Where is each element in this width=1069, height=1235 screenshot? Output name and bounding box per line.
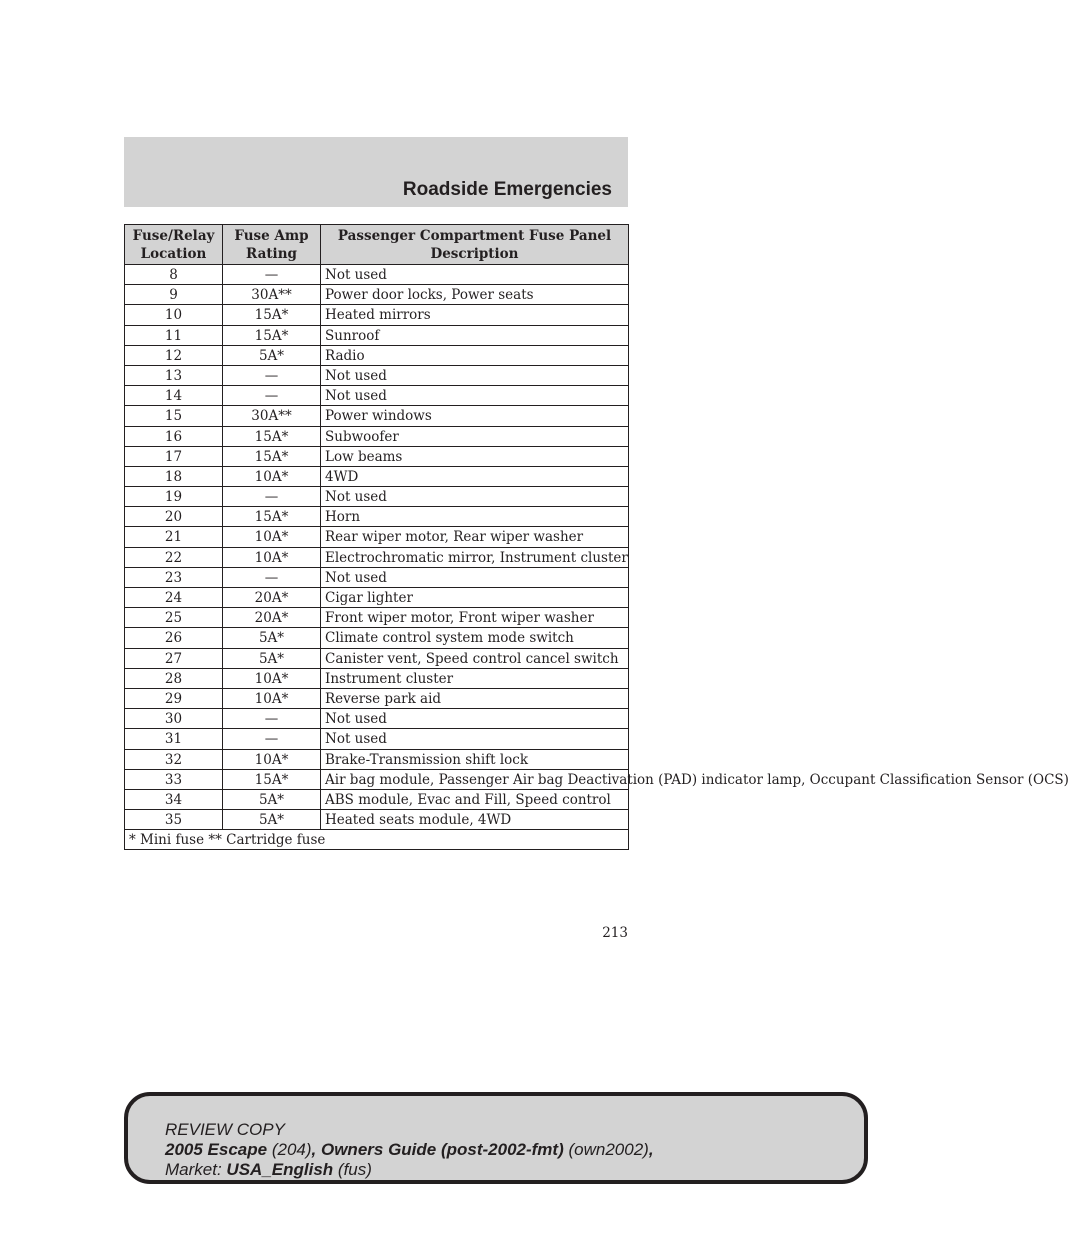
fuse-location: 9	[125, 285, 223, 305]
table-row	[125, 567, 629, 587]
table-row	[125, 406, 629, 426]
review-copy-label: REVIEW COPY	[165, 1120, 285, 1139]
fuse-location: 26	[125, 628, 223, 648]
fuse-description: Not used	[321, 265, 629, 285]
fuse-location: 29	[125, 688, 223, 708]
table-row	[125, 547, 629, 567]
fuse-location: 14	[125, 386, 223, 406]
page-number: 213	[602, 925, 628, 941]
guide-code: (own2002)	[568, 1140, 649, 1159]
fuse-rating: —	[223, 265, 321, 285]
table-row	[125, 507, 629, 527]
fuse-rating: 15A*	[223, 507, 321, 527]
fuse-location: 28	[125, 668, 223, 688]
fuse-rating: —	[223, 386, 321, 406]
fuse-location: 19	[125, 487, 223, 507]
table-row	[125, 527, 629, 547]
fuse-description: Not used	[321, 365, 629, 385]
footnote-row	[125, 830, 629, 850]
table-row	[125, 446, 629, 466]
fuse-rating: —	[223, 567, 321, 587]
fuse-rating: 15A*	[223, 769, 321, 789]
fuse-rating: 10A*	[223, 466, 321, 486]
fuse-rating: 15A*	[223, 426, 321, 446]
table-row	[125, 265, 629, 285]
fuse-description: 4WD	[321, 466, 629, 486]
model-name: 2005 Escape	[165, 1140, 268, 1159]
fuse-description: Heated seats module, 4WD	[321, 810, 629, 830]
fuse-location: 10	[125, 305, 223, 325]
fuse-rating: 5A*	[223, 648, 321, 668]
fuse-rating: 15A*	[223, 446, 321, 466]
fuse-description: Electrochromatic mirror, Instrument cluster	[321, 547, 629, 567]
fuse-description: Cigar lighter	[321, 588, 629, 608]
table-row	[125, 325, 629, 345]
table-row	[125, 466, 629, 486]
fuse-location: 17	[125, 446, 223, 466]
market-code: (fus)	[337, 1160, 372, 1179]
fuse-location: 23	[125, 567, 223, 587]
fuse-description: Not used	[321, 567, 629, 587]
table-header-row	[125, 225, 629, 265]
fuse-location: 22	[125, 547, 223, 567]
fuse-location: 16	[125, 426, 223, 446]
table-row	[125, 386, 629, 406]
fuse-description: Horn	[321, 507, 629, 527]
model-code: (204)	[271, 1140, 312, 1159]
fuse-description: Instrument cluster	[321, 668, 629, 688]
fuse-location: 35	[125, 810, 223, 830]
fuse-location: 25	[125, 608, 223, 628]
fuse-rating: —	[223, 729, 321, 749]
fuse-description: Power door locks, Power seats	[321, 285, 629, 305]
fuse-table-body	[125, 265, 1069, 830]
fuse-location: 12	[125, 345, 223, 365]
footer-text: REVIEW COPY 2005 Escape (204), Owners Guide (post-2002-fmt) (own2002), Market: USA_English (fus)	[165, 1120, 654, 1179]
fuse-location: 15	[125, 406, 223, 426]
fuse-location: 34	[125, 789, 223, 809]
fuse-description: Climate control system mode switch	[321, 628, 629, 648]
market-name: USA_English	[226, 1160, 334, 1179]
fuse-description: Canister vent, Speed control cancel switch	[321, 648, 629, 668]
fuse-description: Heated mirrors	[321, 305, 629, 325]
fuse-rating: 15A*	[223, 325, 321, 345]
column-header-location: Fuse/Relay Location	[125, 225, 223, 265]
table-row	[125, 628, 629, 648]
fuse-rating: 5A*	[223, 345, 321, 365]
table-row	[125, 426, 629, 446]
fuse-rating: —	[223, 709, 321, 729]
fuse-rating: 20A*	[223, 588, 321, 608]
fuse-description: Front wiper motor, Front wiper washer	[321, 608, 629, 628]
fuse-description: ABS module, Evac and Fill, Speed control	[321, 789, 629, 809]
table-row	[125, 487, 629, 507]
table-row	[125, 729, 629, 749]
fuse-description: Rear wiper motor, Rear wiper washer	[321, 527, 629, 547]
fuse-location: 27	[125, 648, 223, 668]
table-row	[125, 345, 629, 365]
fuse-description: Low beams	[321, 446, 629, 466]
fuse-description: Power windows	[321, 406, 629, 426]
fuse-location: 13	[125, 365, 223, 385]
fuse-rating: 10A*	[223, 547, 321, 567]
section-title: Roadside Emergencies	[402, 179, 612, 200]
fuse-location: 20	[125, 507, 223, 527]
fuse-description: Air bag module, Passenger Air bag Deactivation (PAD) indicator lamp, Occupant Classification Sensor (OCS)	[321, 769, 629, 789]
fuse-description: Radio	[321, 345, 629, 365]
section-header	[124, 137, 628, 207]
table-row	[125, 749, 629, 769]
fuse-rating: 10A*	[223, 668, 321, 688]
fuse-description: Not used	[321, 487, 629, 507]
table-row	[125, 588, 629, 608]
market-label: Market:	[165, 1160, 222, 1179]
fuse-description: Reverse park aid	[321, 688, 629, 708]
fuse-rating: 30A**	[223, 406, 321, 426]
fuse-rating: —	[223, 487, 321, 507]
fuse-rating: 15A*	[223, 305, 321, 325]
table-row	[125, 769, 629, 789]
table-row	[125, 688, 629, 708]
fuse-location: 32	[125, 749, 223, 769]
fuse-description: Brake-Transmission shift lock	[321, 749, 629, 769]
fuse-rating: 5A*	[223, 628, 321, 648]
fuse-location: 11	[125, 325, 223, 345]
fuse-location: 8	[125, 265, 223, 285]
fuse-description: Not used	[321, 729, 629, 749]
column-header-description: Passenger Compartment Fuse Panel Description	[321, 225, 629, 265]
table-row	[125, 608, 629, 628]
table-row	[125, 648, 629, 668]
column-header-rating: Fuse Amp Rating	[223, 225, 321, 265]
review-footer	[124, 1092, 868, 1184]
fuse-rating: 10A*	[223, 527, 321, 547]
fuse-location: 30	[125, 709, 223, 729]
table-row	[125, 285, 629, 305]
fuse-rating: —	[223, 365, 321, 385]
table-row	[125, 305, 629, 325]
guide-name: Owners Guide (post-2002-fmt)	[320, 1140, 564, 1159]
fuse-location: 18	[125, 466, 223, 486]
fuse-description: Subwoofer	[321, 426, 629, 446]
fuse-location: 21	[125, 527, 223, 547]
fuse-location: 33	[125, 769, 223, 789]
fuse-rating: 5A*	[223, 810, 321, 830]
fuse-rating: 10A*	[223, 749, 321, 769]
fuse-rating: 10A*	[223, 688, 321, 708]
table-row	[125, 668, 629, 688]
fuse-description: Not used	[321, 709, 629, 729]
fuse-location: 24	[125, 588, 223, 608]
fuse-description: Not used	[321, 386, 629, 406]
fuse-table	[124, 224, 1069, 850]
fuse-location: 31	[125, 729, 223, 749]
fuse-description: Sunroof	[321, 325, 629, 345]
table-row	[125, 810, 629, 830]
fuse-rating: 20A*	[223, 608, 321, 628]
table-row	[125, 789, 629, 809]
table-footnote: * Mini fuse ** Cartridge fuse	[125, 830, 629, 850]
fuse-rating: 5A*	[223, 789, 321, 809]
fuse-rating: 30A**	[223, 285, 321, 305]
table-row	[125, 365, 629, 385]
table-row	[125, 709, 629, 729]
